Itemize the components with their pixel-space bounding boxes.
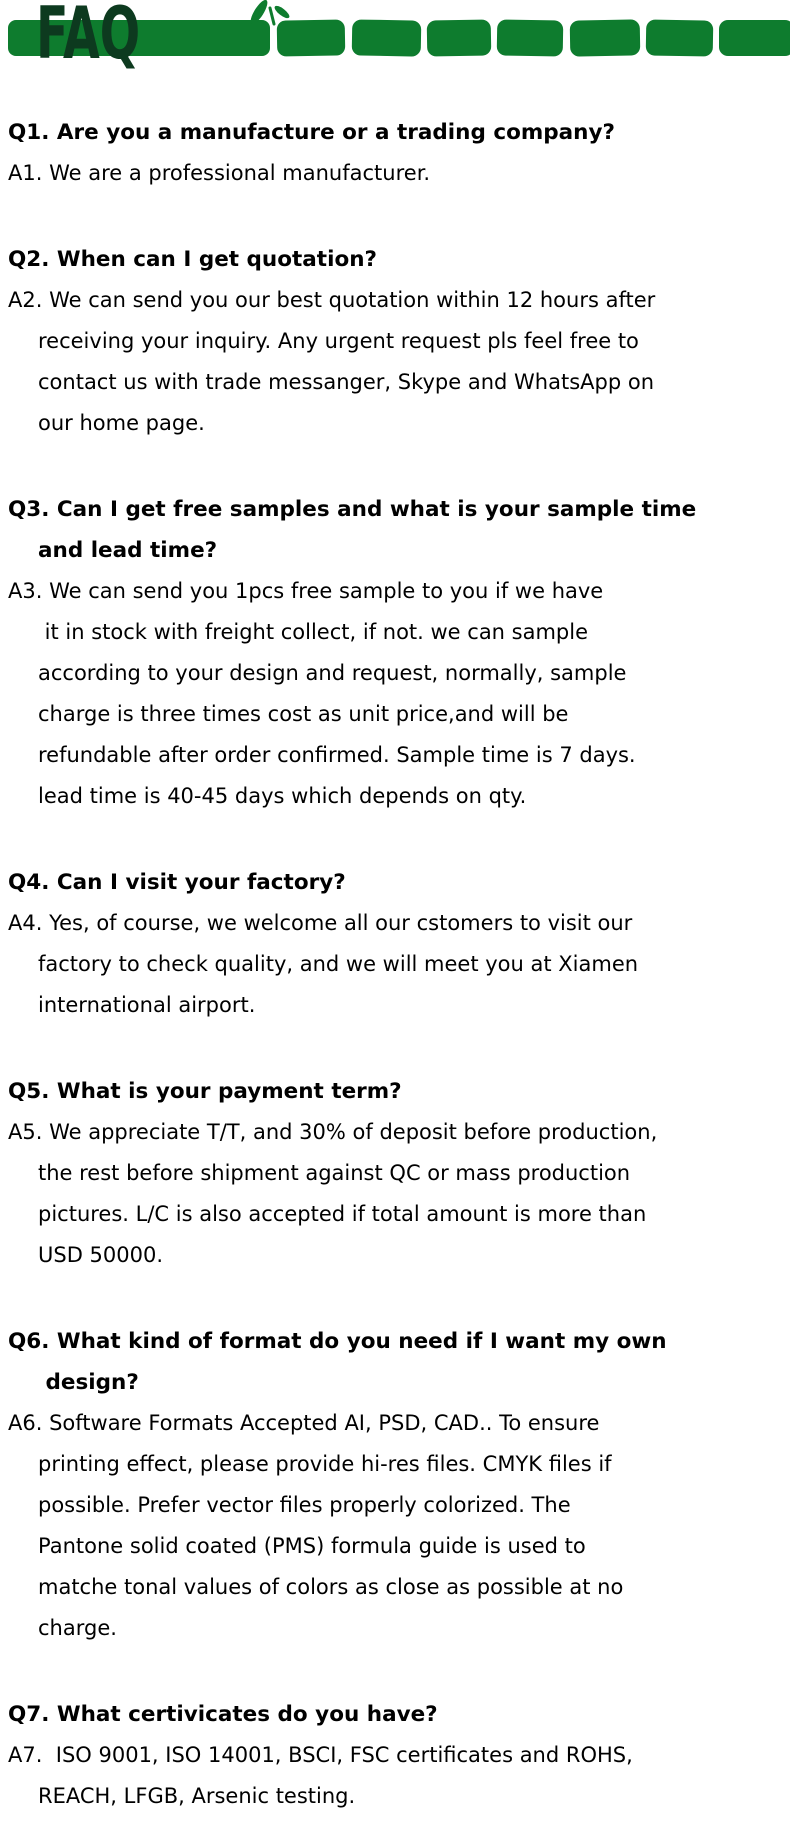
faq-question bbox=[8, 489, 772, 571]
faq-answer-line: the rest before shipment against QC or mass production bbox=[38, 1161, 631, 1185]
faq-answer-line: A1. We are a professional manufacturer. bbox=[8, 161, 431, 185]
faq-question-line: Q2. When can I get quotation? bbox=[8, 247, 377, 272]
bamboo-segment bbox=[427, 19, 492, 56]
faq-answer-line: REACH, LFGB, Arsenic testing. bbox=[38, 1784, 356, 1808]
faq-question bbox=[8, 862, 772, 903]
faq-answer bbox=[8, 903, 772, 1026]
faq-question bbox=[8, 1321, 772, 1403]
faq-answer bbox=[8, 1403, 772, 1649]
faq-answer-line: printing effect, please provide hi-res files. CMYK files if bbox=[38, 1452, 612, 1476]
faq-answer bbox=[8, 1112, 772, 1276]
faq-question bbox=[8, 1071, 772, 1112]
faq-answer-line: international airport. bbox=[38, 993, 256, 1017]
faq-question-line: Q6. What kind of format do you need if I want my own bbox=[8, 1329, 667, 1354]
faq-section bbox=[8, 1071, 772, 1276]
faq-question-line: design? bbox=[38, 1370, 139, 1395]
page-title: FAQ bbox=[36, 0, 141, 75]
faq-section bbox=[8, 1321, 772, 1649]
faq-answer-line: our home page. bbox=[38, 411, 205, 435]
faq-answer-line: receiving your inquiry. Any urgent request pls feel free to bbox=[38, 329, 639, 353]
faq-answer-line: matche tonal values of colors as close as possible at no bbox=[38, 1575, 624, 1599]
faq-answer-line: Pantone solid coated (PMS) formula guide is used to bbox=[38, 1534, 586, 1558]
faq-header bbox=[0, 0, 790, 75]
faq-answer-line: charge is three times cost as unit price,and will be bbox=[38, 702, 569, 726]
faq-answer-line: A7. ISO 9001, ISO 14001, BSCI, FSC certificates and ROHS, bbox=[8, 1743, 633, 1767]
bamboo-segment bbox=[646, 19, 714, 56]
faq-answer-line: contact us with trade messanger, Skype and WhatsApp on bbox=[38, 370, 655, 394]
faq-question-line: and lead time? bbox=[38, 538, 218, 563]
faq-answer-line: USD 50000. bbox=[38, 1243, 164, 1267]
faq-answer-line: it in stock with freight collect, if not. we can sample bbox=[38, 620, 589, 644]
bamboo-segment bbox=[497, 19, 564, 56]
faq-question-line: Q7. What certivicates do you have? bbox=[8, 1702, 438, 1727]
faq-question bbox=[8, 112, 772, 153]
faq-answer-line: factory to check quality, and we will meet you at Xiamen bbox=[38, 952, 639, 976]
faq-answer-line: pictures. L/C is also accepted if total amount is more than bbox=[38, 1202, 647, 1226]
faq-section bbox=[8, 489, 772, 817]
faq-section bbox=[8, 862, 772, 1026]
faq-answer bbox=[8, 1735, 772, 1817]
faq-answer-line: charge. bbox=[38, 1616, 117, 1640]
bamboo-segment bbox=[352, 19, 422, 56]
faq-answer-line: lead time is 40-45 days which depends on qty. bbox=[38, 784, 527, 808]
faq-question-line: Q4. Can I visit your factory? bbox=[8, 870, 346, 895]
faq-question bbox=[8, 1694, 772, 1735]
faq-question-line: Q3. Can I get free samples and what is your sample time bbox=[8, 497, 697, 522]
faq-question-line: Q1. Are you a manufacture or a trading company? bbox=[8, 120, 615, 145]
faq-section bbox=[8, 239, 772, 444]
faq-answer bbox=[8, 280, 772, 444]
faq-answer-line: A3. We can send you 1pcs free sample to you if we have bbox=[8, 579, 604, 603]
bamboo-segment bbox=[277, 19, 346, 56]
faq-answer-line: according to your design and request, normally, sample bbox=[38, 661, 627, 685]
faq-answer-line: A4. Yes, of course, we welcome all our cstomers to visit our bbox=[8, 911, 633, 935]
faq-question-line: Q5. What is your payment term? bbox=[8, 1079, 402, 1104]
faq-list bbox=[0, 62, 790, 1817]
faq-answer-line: refundable after order confirmed. Sample time is 7 days. bbox=[38, 743, 636, 767]
faq-question bbox=[8, 239, 772, 280]
faq-answer bbox=[8, 153, 772, 194]
faq-answer-line: A2. We can send you our best quotation within 12 hours after bbox=[8, 288, 656, 312]
faq-answer-line: A6. Software Formats Accepted AI, PSD, CAD.. To ensure bbox=[8, 1411, 600, 1435]
bamboo-segment bbox=[570, 19, 641, 56]
faq-section bbox=[8, 1694, 772, 1817]
faq-answer-line: A5. We appreciate T/T, and 30% of deposit before production, bbox=[8, 1120, 658, 1144]
bamboo-segment bbox=[719, 20, 790, 56]
faq-answer bbox=[8, 571, 772, 817]
faq-section bbox=[8, 112, 772, 194]
faq-answer-line: possible. Prefer vector files properly colorized. The bbox=[38, 1493, 571, 1517]
